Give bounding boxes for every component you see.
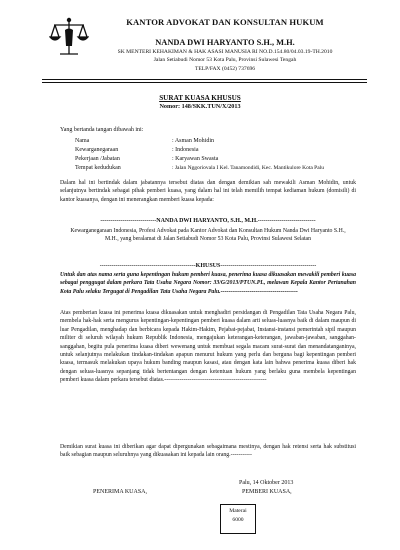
firm-title: KANTOR ADVOKAT DAN KONSULTAN HUKUM bbox=[126, 17, 324, 27]
document-title: SURAT KUASA KHUSUS bbox=[159, 94, 241, 102]
identity-value: : Indonesia bbox=[172, 147, 199, 153]
stamp-label: Materai bbox=[229, 508, 247, 514]
intro-text: Yang bertanda tangan dibawah ini: bbox=[60, 127, 144, 133]
place-date: Palu, 14 Oktober 2013 bbox=[239, 480, 294, 486]
identity-value: : Karyawan Swasta bbox=[172, 156, 219, 162]
paragraph-special-purpose: Untuk dan atas nama serta guna kepentingan hukum pemberi kuasa, penerima kuasa dikuasakan mewakili pemberi kuasa sebagai penggugat dalam perkara Tata Usaha Negara Nomor: 33/G/2013/PTUN.PL, melawan Kepala Kantor Pertanahan Kota Palu selaku Tergugat di Pengadilan Tata Usaha Negara Palu.---------------------------------------- bbox=[60, 272, 356, 295]
receiver-label: PENERIMA KUASA, bbox=[93, 489, 148, 495]
identity-label: Pekerjaan /Jabatan bbox=[75, 156, 120, 162]
paragraph-authority: Dalam hal ini bertindak dalam jabatannya tersebut diatas dan dengan demikian sah mewakili Asman Mohidin, untuk selanjutnya bertindak sebagai pihak pemberi kuasa, yang dalam hal ini telah memilih tempat kediaman hukum (domisili) di kantor kuasanya, dengan ini menerangkan memberi kuasa kepada: bbox=[60, 180, 356, 203]
license-line: SK MENTERI KEHAKIMAN & HAK ASASI MANUSIA RI NO.D.154.80/04.03.19-TH.2010 bbox=[117, 49, 333, 55]
identity-label: Kewarganegaraan bbox=[75, 147, 119, 153]
identity-label: Nama bbox=[75, 138, 90, 144]
scales-of-justice-icon bbox=[49, 16, 89, 60]
phone-line: TELP/FAX (0452) 737696 bbox=[194, 66, 256, 72]
attorney-description: Kewarganegaraan Indonesia, Profesi Advokat pada Kantor Advokat dan Konsultan Hukum Nanda Dwi Haryanto S.H., M.H., yang beralamat di Jalan Setiabudi Nomor 53 Kota Palu, Provinsi Sulawesi Selatan bbox=[70, 228, 346, 243]
stamp-box bbox=[220, 504, 256, 534]
address-line: Jalan Setiabudi Nomor 53 Kota Palu, Provinsi Sulawesi Tengah bbox=[153, 57, 297, 63]
identity-label: Tempat kedudukan bbox=[75, 165, 121, 171]
identity-value: : Asman Mohidin bbox=[172, 138, 215, 144]
paragraph-powers: Atas pemberian kuasa ini penerima kuasa dikuasakan untuk menghadiri persidangan di Pengadilan Tata Usaha Negara Palu, membela hak-hak serta mengurus kepentingan-kepentingan pemberi kuasa dalam arti seluas-luasnya baik di dalam maupun di luar Pengadilan, menghadap dan berbicara kepada Hakim-Hakim, Pejabat-pejabat, Instansi-instansi pemerintah sipil maupun militer di seluruh wilayah hukum Republik Indonesia, mengajukan keterangan-keterangan, jawaban-jawaban, sanggahan-sanggahan, begitu pula penerima kuasa diberi wewenang untuk membuat segala macam surat-surat dan menandatanganinya, untuk selanjutnya melakukan tindakan-tindakan apapun menurut hukum yang perlu dan berguna bagi kepentingan pemberi kuasa, termasuk melakukan upaya hukum banding maupun kasasi, atau dengan kata lain bahwa penerima kuasa diberi hak dengan seluas-luasnya sepanjang tidak bertentangan dengan ketentuan hukum yang berlaku guna membela kepentingan pemberi kuasa dalam perkara tersebut diatas.----------------------------------------------------- bbox=[60, 310, 356, 384]
giver-label: PEMBERI KUASA, bbox=[242, 489, 292, 495]
header-rule-thin bbox=[42, 82, 367, 83]
paragraph-closing: Demikian surat kuasa ini diberikan agar dapat dipergunakan sebagaimana mestinya, dengan hak retensi serta hak substitusi baik sebagian maupun seluruhnya yang dikuasakan ini kepada lain orang.----------- bbox=[60, 444, 356, 459]
khusus-heading: ------------------------------------------------KHUSUS------------------------------------------------ bbox=[99, 263, 317, 269]
attorney-name: ----------------------------NANDA DWI HARYANTO, S.H., M.H.----------------------------- bbox=[100, 218, 316, 224]
document-number: Nomor: 148/SKK.TUN/X/2013 bbox=[159, 103, 241, 110]
advocate-name: NANDA DWI HARYANTO S.H., M.H. bbox=[155, 38, 295, 47]
stamp-value: 6000 bbox=[232, 517, 244, 523]
identity-value: : Jalan Nggoriovala I Kel. Tanamondidi, Kec. Mantikulore Kota Palu bbox=[172, 165, 324, 171]
header-rule-thick bbox=[42, 79, 367, 80]
